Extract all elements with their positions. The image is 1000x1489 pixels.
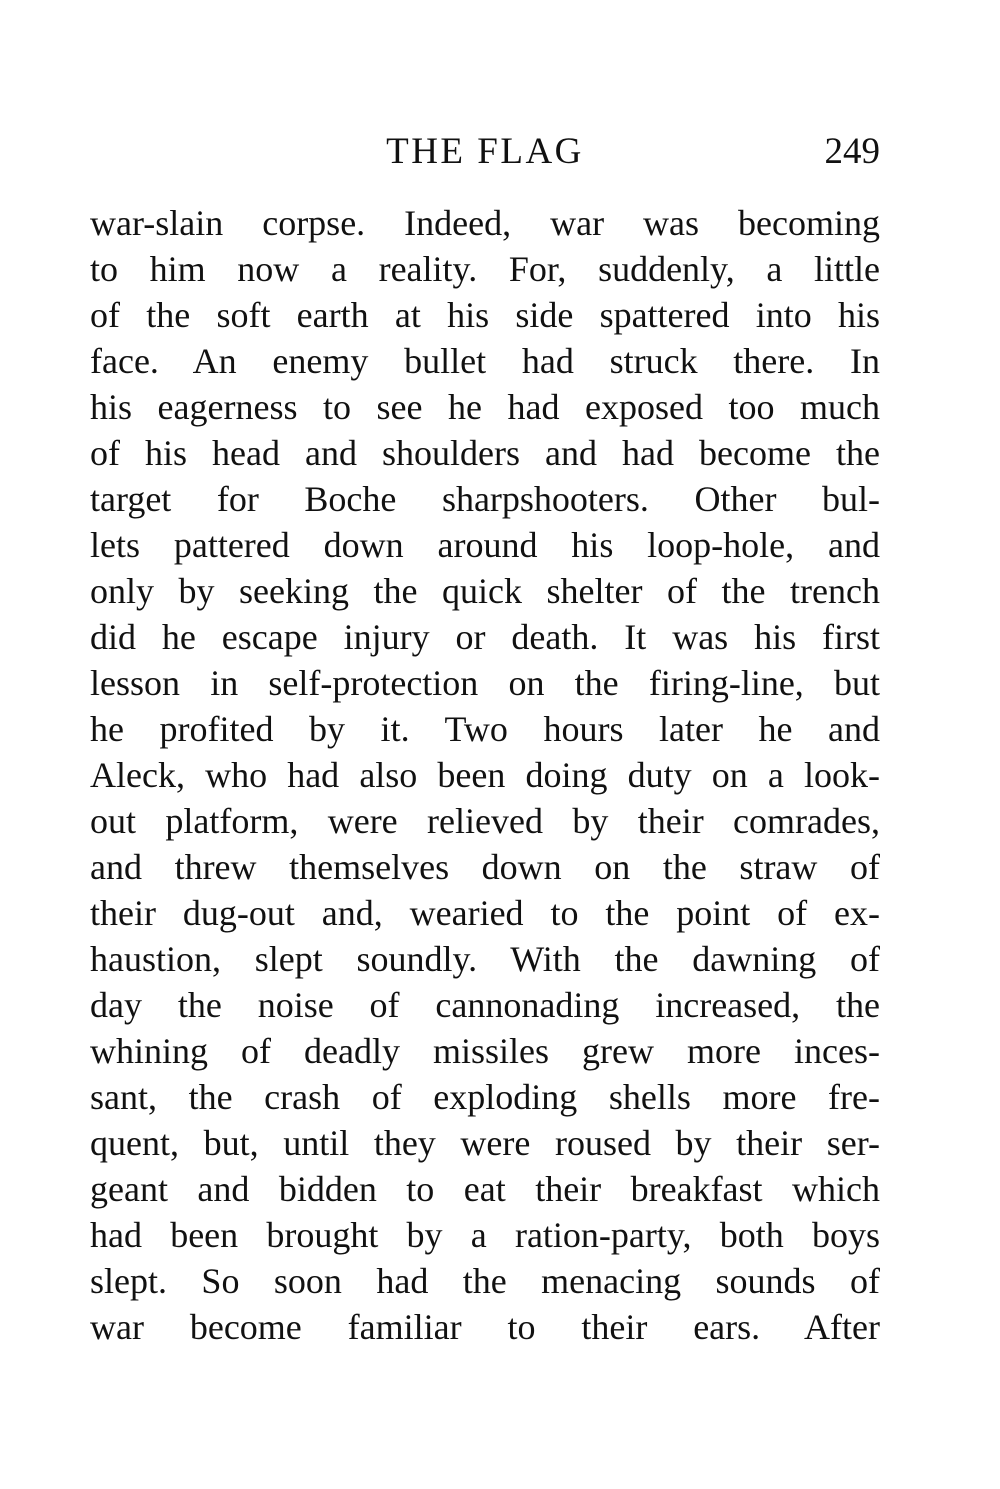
text-line: and threw themselves down on the straw of [90,847,880,887]
text-line: of his head and shoulders and had become the [90,433,880,473]
text-line: war become familiar to their ears. After [90,1307,880,1347]
running-head [90,128,880,176]
text-line: only by seeking the quick shelter of the trench [90,571,880,611]
text-line: war-slain corpse. Indeed, war was becoming [90,203,880,243]
text-line: their dug-out and, wearied to the point of ex- [90,893,880,933]
text-line: slept. So soon had the menacing sounds of [90,1261,880,1301]
text-line: haustion, slept soundly. With the dawning of [90,939,880,979]
text-line: had been brought by a ration-party, both boys [90,1215,880,1255]
text-line: quent, but, until they were roused by their ser- [90,1123,880,1163]
text-line: sant, the crash of exploding shells more fre- [90,1077,880,1117]
text-line: of the soft earth at his side spattered into his [90,295,880,335]
text-line: day the noise of cannonading increased, the [90,985,880,1025]
text-line: out platform, were relieved by their comrades, [90,801,880,841]
text-line: geant and bidden to eat their breakfast which [90,1169,880,1209]
text-line: did he escape injury or death. It was his first [90,617,880,657]
page-number: 249 [824,131,880,172]
text-line: Aleck, who had also been doing duty on a look- [90,755,880,795]
text-line: to him now a reality. For, suddenly, a little [90,249,880,289]
text-line: his eagerness to see he had exposed too much [90,387,880,427]
running-title: THE FLAG [386,131,584,172]
text-line: face. An enemy bullet had struck there. In [90,341,880,381]
text-line: lets pattered down around his loop-hole, and [90,525,880,565]
text-line: target for Boche sharpshooters. Other bul- [90,479,880,519]
text-line: he profited by it. Two hours later he and [90,709,880,749]
body-text [90,200,880,1350]
text-line: lesson in self-protection on the firing-line, but [90,663,880,703]
text-line: whining of deadly missiles grew more inces- [90,1031,880,1071]
